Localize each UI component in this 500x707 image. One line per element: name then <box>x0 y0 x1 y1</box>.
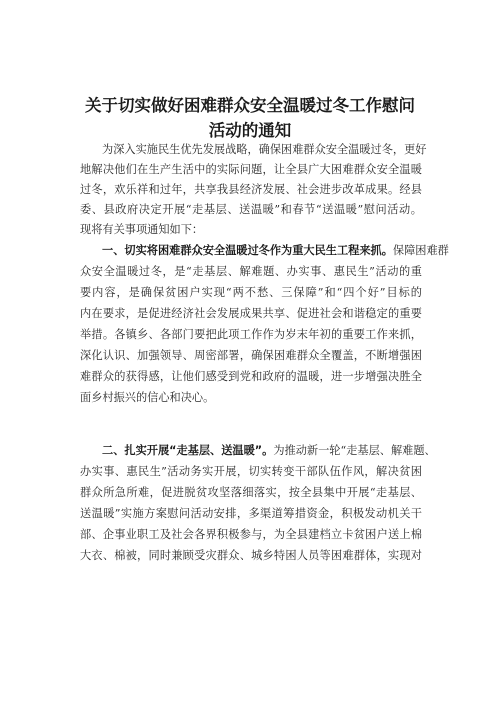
section-1-line: 内在要求，是促进经济社会发展成果共享、促进社会和谐稳定的重要 <box>80 307 422 320</box>
intro-line: 过冬，欢乐祥和过年，共享我县经济发展、社会进步改革成果。经县 <box>80 183 422 196</box>
intro-line: 现将有关事项通知如下： <box>80 223 204 236</box>
section-2-first-line <box>102 441 436 461</box>
section-2-line: 送温暖”实施方案慰问活动安排，多渠道筹措资金，积极发动机关干 <box>80 507 422 520</box>
section-2-line: 大衣、棉被，同时兼顾受灾群众、城乡特困人员等困难群体，实现对 <box>80 549 422 562</box>
section-1-line: 举措。各镇乡、各部门要把此项工作作为岁末年初的重要工作来抓， <box>80 328 422 341</box>
section-1-first-line <box>102 241 449 261</box>
section-1-line: 面乡村振兴的信心和决心。 <box>80 391 215 404</box>
section-2-line: 部、企事业职工及社会各界积极参与，为全县建档立卡贫困户送上棉 <box>80 528 422 541</box>
document-title-line-1: 关于切实做好困难群众安全温暖过冬工作慰问 <box>85 96 415 115</box>
section-1-line: 众安全温暖过冬，是“走基层、解难题、办实事、惠民生”活动的重 <box>80 265 422 278</box>
section-1-first-tail: 保障困难群 <box>392 244 449 257</box>
section-1-line: 要内容，是确保贫困户实现“两不愁、三保障”和“四个好”目标的 <box>80 286 422 299</box>
intro-line: 委、县政府决定开展“走基层、送温暖”和春节“送温暖”慰问活动。 <box>80 203 422 216</box>
section-2-heading: 二、扎实开展“走基层、送温暖”。 <box>102 444 274 457</box>
section-2-line: 群众所急所难，促进脱贫攻坚落细落实，按全县集中开展“走基层、 <box>80 486 422 499</box>
section-2-line: 办实事、惠民生”活动务实开展，切实转变干部队伍作风，解决贫困 <box>80 465 422 478</box>
section-1-line: 深化认识、加强领导、周密部署，确保困难群众全覆盖，不断增强困 <box>80 349 422 362</box>
section-1-line: 难群众的获得感，让他们感受到党和政府的温暖，进一步增强决胜全 <box>80 370 422 383</box>
document-title-line-2: 活动的通知 <box>208 121 292 140</box>
section-1-heading: 一、切实将困难群众安全温暖过冬作为重大民生工程来抓。 <box>102 244 393 257</box>
intro-line: 地解决他们在生产生活中的实际问题，让全县广大困难群众安全温暖 <box>80 163 422 176</box>
section-2-first-tail: 为推动新一轮“走基层、解难题、 <box>273 444 436 457</box>
intro-line: 为深入实施民生优先发展战略，确保困难群众安全温暖过冬，更好 <box>102 143 427 156</box>
